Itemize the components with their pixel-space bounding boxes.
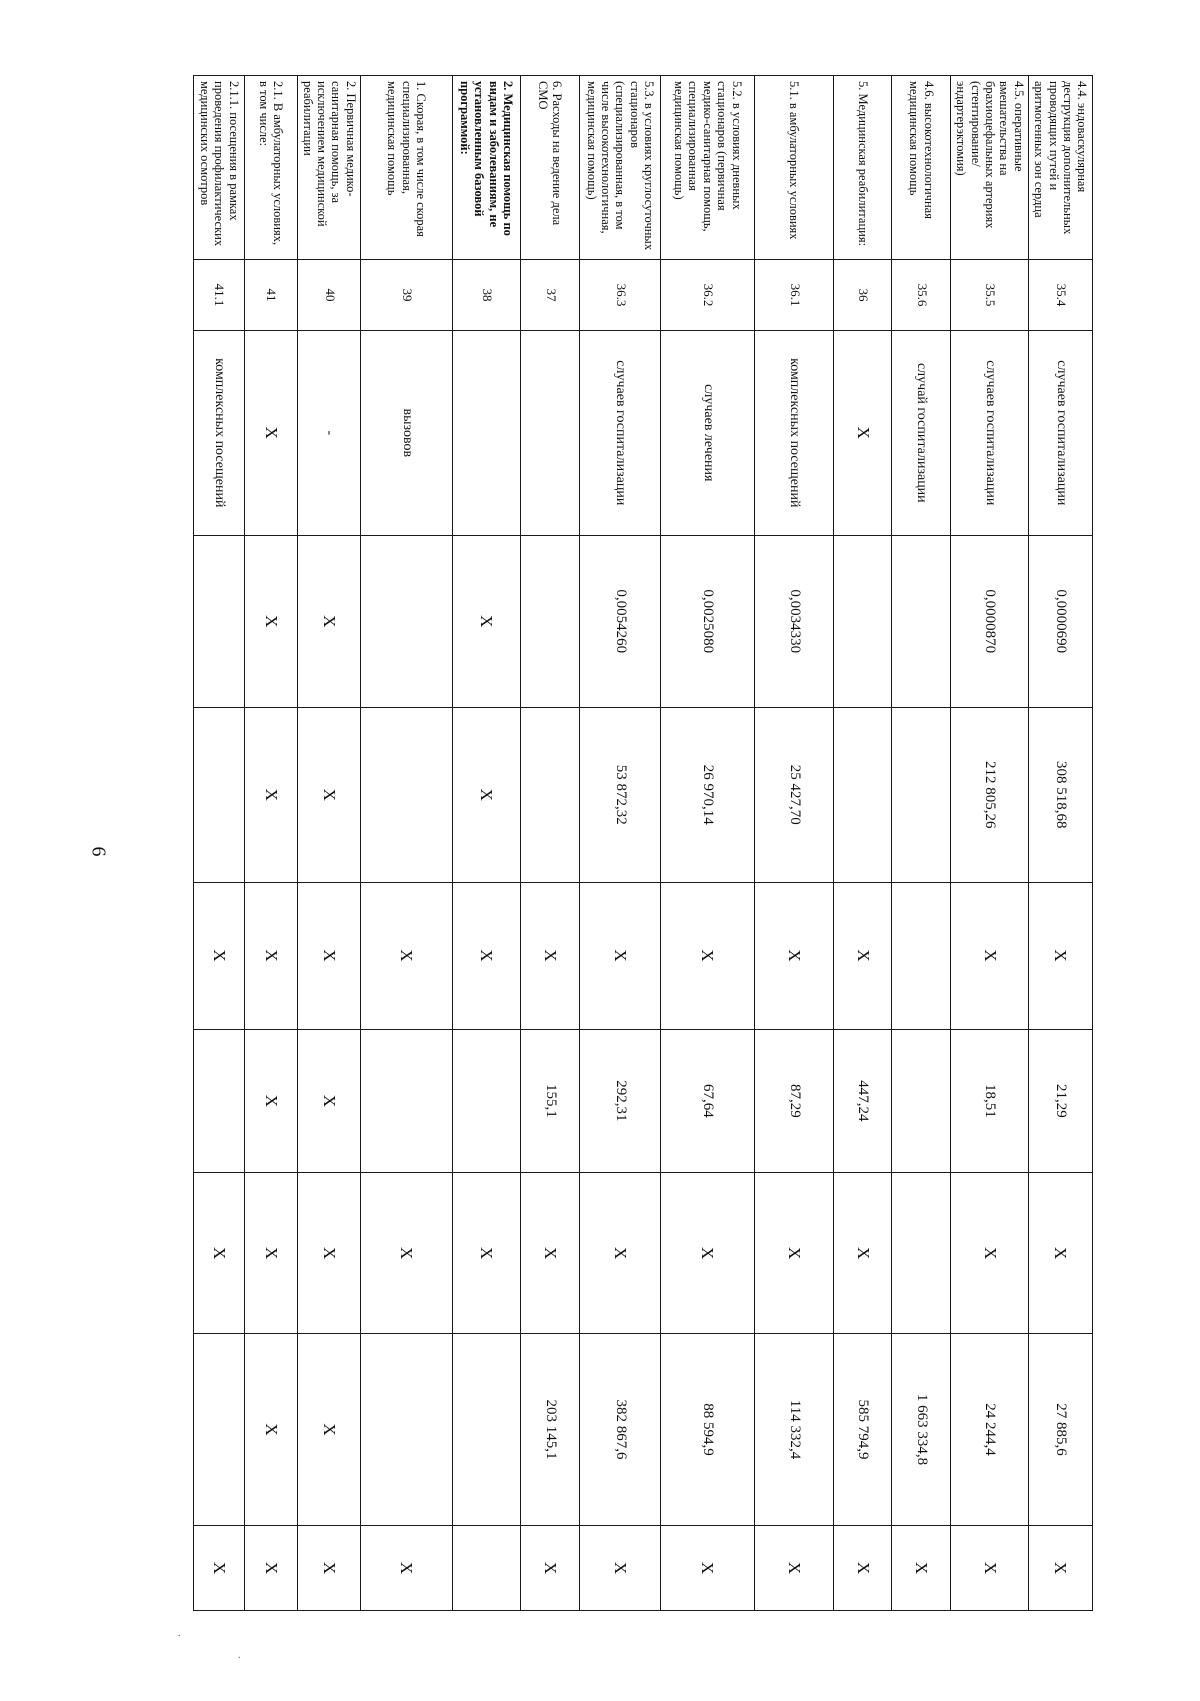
share-cell bbox=[754, 1525, 833, 1610]
row-label: 4.6. высокотехнологичная медицинская помощь bbox=[907, 81, 936, 219]
cost-norm-cell bbox=[661, 707, 755, 882]
share-value: X bbox=[261, 1561, 281, 1575]
per-capita-budget-cell bbox=[194, 882, 245, 1029]
table-row bbox=[361, 76, 453, 1611]
cost-norm-value: X bbox=[319, 788, 339, 801]
share-value: X bbox=[698, 1561, 718, 1575]
unit-cell bbox=[754, 331, 833, 536]
cost-oms-value: 585 794,9 bbox=[855, 1399, 872, 1460]
cost-budget-cell bbox=[1029, 1173, 1093, 1334]
row-number-value: 35.4 bbox=[1054, 283, 1070, 307]
unit-value: случаев госпитализации bbox=[613, 360, 629, 506]
volume-norm-value: X bbox=[261, 615, 281, 628]
cost-norm-cell bbox=[834, 707, 892, 882]
cost-oms-cell bbox=[580, 1334, 661, 1526]
unit-cell bbox=[361, 331, 453, 536]
per-capita-budget-cell bbox=[521, 882, 580, 1029]
per-capita-oms-cell bbox=[754, 1029, 833, 1173]
cost-norm-cell bbox=[754, 707, 833, 882]
per-capita-oms-cell bbox=[661, 1029, 755, 1173]
cost-norm-cell bbox=[1029, 707, 1093, 882]
share-value: X bbox=[209, 1561, 229, 1575]
row-number-cell bbox=[661, 259, 755, 330]
table-row bbox=[452, 76, 520, 1611]
unit-value: случаев госпитализации bbox=[982, 360, 998, 506]
per-capita-oms-cell bbox=[834, 1029, 892, 1173]
cost-budget-cell bbox=[297, 1173, 361, 1334]
cost-norm-cell bbox=[244, 707, 297, 882]
cost-oms-cell bbox=[244, 1334, 297, 1526]
share-cell bbox=[452, 1525, 520, 1610]
cost-budget-cell bbox=[754, 1173, 833, 1334]
row-number-cell bbox=[361, 259, 453, 330]
cost-oms-value: 382 867,6 bbox=[612, 1399, 629, 1460]
share-value: X bbox=[611, 1561, 630, 1575]
volume-norm-cell bbox=[834, 535, 892, 707]
per-capita-oms-value: 155,1 bbox=[542, 1084, 559, 1118]
unit-cell bbox=[661, 331, 755, 536]
name-cell bbox=[244, 76, 297, 260]
per-capita-budget-cell bbox=[244, 882, 297, 1029]
cost-norm-cell bbox=[521, 707, 580, 882]
unit-cell bbox=[521, 331, 580, 536]
volume-norm-cell bbox=[1029, 535, 1093, 707]
unit-value: случаев лечения bbox=[700, 384, 716, 482]
cost-norm-cell bbox=[194, 707, 245, 882]
table-row bbox=[892, 76, 951, 1611]
cost-budget-cell bbox=[452, 1173, 520, 1334]
volume-norm-cell bbox=[194, 535, 245, 707]
volume-norm-cell bbox=[754, 535, 833, 707]
row-number-value: 36 bbox=[856, 288, 872, 302]
volume-norm-cell bbox=[661, 535, 755, 707]
cost-norm-cell bbox=[361, 707, 453, 882]
row-number-cell bbox=[834, 259, 892, 330]
row-label: 2.1. В амбулаторных условиях, в том числе: bbox=[256, 81, 286, 246]
cost-norm-value: X bbox=[477, 788, 497, 801]
share-cell bbox=[661, 1525, 755, 1610]
name-cell bbox=[452, 76, 520, 260]
per-capita-budget-value: X bbox=[477, 949, 497, 962]
unit-cell bbox=[1029, 331, 1093, 536]
per-capita-oms-cell bbox=[1029, 1029, 1093, 1173]
volume-norm-cell bbox=[297, 535, 361, 707]
volume-norm-cell bbox=[951, 535, 1029, 707]
share-value: X bbox=[397, 1561, 417, 1575]
per-capita-budget-cell bbox=[297, 882, 361, 1029]
per-capita-oms-value: X bbox=[261, 1094, 281, 1108]
per-capita-budget-value: X bbox=[611, 949, 630, 962]
cost-oms-value: X bbox=[319, 1423, 339, 1436]
per-capita-budget-value: X bbox=[397, 949, 417, 962]
per-capita-oms-value: 18,51 bbox=[982, 1084, 999, 1118]
cost-norm-value: 25 427,70 bbox=[786, 764, 803, 825]
per-capita-oms-value: 87,29 bbox=[786, 1084, 803, 1118]
unit-value: случаев госпитализации bbox=[1053, 360, 1069, 506]
unit-cell bbox=[892, 331, 951, 536]
unit-value: случай госпитализации bbox=[914, 362, 930, 503]
per-capita-budget-value: X bbox=[784, 949, 804, 962]
per-capita-budget-value: X bbox=[853, 949, 873, 962]
per-capita-budget-value: X bbox=[698, 949, 718, 962]
row-label: 2.1.1. посещения в рамках проведения профилактических медицинских осмотров bbox=[197, 81, 241, 247]
cost-budget-cell bbox=[951, 1173, 1029, 1334]
unit-value: комплексных посещений bbox=[787, 358, 803, 508]
cost-oms-value: 203 145,1 bbox=[542, 1399, 559, 1460]
cost-budget-value: X bbox=[319, 1246, 339, 1260]
name-cell bbox=[297, 76, 361, 260]
name-cell bbox=[892, 76, 951, 260]
cost-budget-cell bbox=[834, 1173, 892, 1334]
share-cell bbox=[834, 1525, 892, 1610]
cost-oms-value: 114 332,4 bbox=[786, 1399, 803, 1460]
row-number-value: 41 bbox=[264, 288, 280, 302]
row-label: 4.5. оперативные вмешательства на брахиоцефальных артериях (стентирование/эндартерэктомия) bbox=[954, 81, 1026, 229]
name-cell bbox=[661, 76, 755, 260]
table-row bbox=[194, 76, 245, 1611]
row-number-cell bbox=[754, 259, 833, 330]
unit-cell bbox=[580, 331, 661, 536]
row-number-value: 38 bbox=[479, 288, 495, 302]
per-capita-oms-cell bbox=[244, 1029, 297, 1173]
volume-norm-value: 0,0034330 bbox=[786, 589, 803, 654]
per-capita-oms-cell bbox=[892, 1029, 951, 1173]
row-label: 4.4. эндоваскулярная деструкция дополнительных проводящих путей и аритмогенных зон сердца bbox=[1032, 81, 1090, 235]
per-capita-oms-value: 292,31 bbox=[612, 1080, 629, 1122]
volume-norm-value: X bbox=[319, 615, 339, 628]
per-capita-budget-cell bbox=[951, 882, 1029, 1029]
cost-norm-cell bbox=[580, 707, 661, 882]
row-label: 5.2. в условиях дневных стационаров (первичная медико-санитарная помощь, специализированная медицинская помощь) bbox=[672, 81, 744, 232]
per-capita-budget-value: X bbox=[209, 949, 229, 962]
volume-norm-cell bbox=[892, 535, 951, 707]
cost-budget-cell bbox=[892, 1173, 951, 1334]
financing-table bbox=[193, 75, 1093, 1611]
cost-norm-cell bbox=[452, 707, 520, 882]
cost-budget-value: X bbox=[853, 1246, 873, 1260]
volume-norm-value: 0,0025080 bbox=[700, 589, 717, 654]
cost-budget-cell bbox=[194, 1173, 245, 1334]
per-capita-budget-cell bbox=[1029, 882, 1093, 1029]
cost-oms-value: 1 663 334,8 bbox=[913, 1393, 930, 1466]
rotated-table-container bbox=[193, 75, 1093, 1611]
per-capita-budget-cell bbox=[580, 882, 661, 1029]
cost-oms-cell bbox=[521, 1334, 580, 1526]
cost-oms-cell bbox=[951, 1334, 1029, 1526]
cost-oms-cell bbox=[892, 1334, 951, 1526]
table-row bbox=[244, 76, 297, 1611]
cost-norm-value: 308 518,68 bbox=[1053, 760, 1070, 829]
table-row bbox=[754, 76, 833, 1611]
name-cell bbox=[1029, 76, 1093, 260]
unit-cell bbox=[834, 331, 892, 536]
share-value: X bbox=[912, 1561, 932, 1575]
volume-norm-cell bbox=[361, 535, 453, 707]
volume-norm-cell bbox=[521, 535, 580, 707]
row-number-value: 39 bbox=[400, 288, 416, 302]
share-cell bbox=[580, 1525, 661, 1610]
per-capita-oms-cell bbox=[361, 1029, 453, 1173]
share-cell bbox=[1029, 1525, 1093, 1610]
row-number-cell bbox=[452, 259, 520, 330]
row-number-value: 40 bbox=[322, 288, 338, 302]
per-capita-oms-value: 21,29 bbox=[1053, 1084, 1070, 1118]
table-row bbox=[951, 76, 1029, 1611]
row-number-cell bbox=[297, 259, 361, 330]
scan-speck: . bbox=[178, 1628, 181, 1639]
row-number-value: 36.3 bbox=[613, 283, 629, 307]
cost-budget-value: X bbox=[477, 1246, 497, 1260]
per-capita-budget-value: X bbox=[980, 949, 1000, 962]
share-value: X bbox=[319, 1561, 339, 1575]
page-number: 6 bbox=[87, 846, 110, 857]
unit-value: X bbox=[261, 426, 281, 439]
cost-oms-cell bbox=[452, 1334, 520, 1526]
name-cell bbox=[361, 76, 453, 260]
row-number-value: 36.2 bbox=[701, 283, 717, 307]
table-row bbox=[661, 76, 755, 1611]
share-value: X bbox=[853, 1561, 873, 1575]
row-label: 5. Медицинская реабилитация: bbox=[855, 81, 870, 247]
share-cell bbox=[361, 1525, 453, 1610]
share-value: X bbox=[1051, 1561, 1071, 1575]
row-label: 5.3. в условиях круглосуточных стационаров (специализированная, в том числе высокотехнологичная, медицинская помощь) bbox=[584, 81, 657, 251]
row-number-value: 35.5 bbox=[983, 283, 999, 307]
table-row bbox=[834, 76, 892, 1611]
unit-cell bbox=[194, 331, 245, 536]
per-capita-oms-value: 67,64 bbox=[700, 1084, 717, 1118]
table-row bbox=[297, 76, 361, 1611]
share-cell bbox=[892, 1525, 951, 1610]
cost-oms-cell bbox=[361, 1334, 453, 1526]
unit-value: - bbox=[322, 430, 338, 436]
row-number-value: 37 bbox=[543, 288, 559, 302]
row-number-cell bbox=[951, 259, 1029, 330]
cost-oms-cell bbox=[1029, 1334, 1093, 1526]
name-cell bbox=[521, 76, 580, 260]
per-capita-budget-value: X bbox=[1051, 949, 1071, 962]
per-capita-oms-value: X bbox=[319, 1094, 339, 1108]
per-capita-budget-cell bbox=[834, 882, 892, 1029]
cost-norm-value: 212 805,26 bbox=[982, 760, 999, 829]
row-number-cell bbox=[244, 259, 297, 330]
cost-budget-cell bbox=[521, 1173, 580, 1334]
cost-budget-value: X bbox=[261, 1246, 281, 1260]
name-cell bbox=[834, 76, 892, 260]
table-row bbox=[521, 76, 580, 1611]
cost-norm-cell bbox=[297, 707, 361, 882]
scan-speck: . bbox=[238, 1650, 241, 1661]
per-capita-budget-cell bbox=[754, 882, 833, 1029]
per-capita-budget-cell bbox=[452, 882, 520, 1029]
share-cell bbox=[244, 1525, 297, 1610]
per-capita-oms-value: 447,24 bbox=[855, 1080, 872, 1122]
row-number-value: 36.1 bbox=[787, 283, 803, 307]
table-row bbox=[580, 76, 661, 1611]
volume-norm-cell bbox=[452, 535, 520, 707]
per-capita-oms-cell bbox=[580, 1029, 661, 1173]
share-cell bbox=[951, 1525, 1029, 1610]
cost-oms-value: X bbox=[261, 1423, 281, 1436]
volume-norm-cell bbox=[580, 535, 661, 707]
cost-oms-value: 27 885,6 bbox=[1053, 1403, 1070, 1456]
cost-budget-value: X bbox=[1051, 1246, 1071, 1260]
row-label: 6. Расходы на ведение дела СМО bbox=[536, 81, 565, 226]
per-capita-budget-cell bbox=[892, 882, 951, 1029]
cost-budget-value: X bbox=[784, 1246, 804, 1260]
cost-norm-cell bbox=[951, 707, 1029, 882]
unit-value: комплексных посещений bbox=[212, 358, 228, 508]
volume-norm-value: 0,0054260 bbox=[612, 589, 629, 654]
per-capita-budget-cell bbox=[661, 882, 755, 1029]
unit-cell bbox=[244, 331, 297, 536]
per-capita-budget-value: X bbox=[261, 949, 281, 962]
volume-norm-cell bbox=[244, 535, 297, 707]
unit-value: вызовов bbox=[399, 408, 415, 458]
per-capita-budget-cell bbox=[361, 882, 453, 1029]
per-capita-oms-cell bbox=[297, 1029, 361, 1173]
row-number-cell bbox=[892, 259, 951, 330]
cost-oms-value: 88 594,9 bbox=[700, 1403, 717, 1456]
name-cell bbox=[951, 76, 1029, 260]
unit-cell bbox=[452, 331, 520, 536]
share-cell bbox=[194, 1525, 245, 1610]
cost-norm-value: X bbox=[261, 788, 281, 801]
cost-budget-cell bbox=[580, 1173, 661, 1334]
per-capita-oms-cell bbox=[452, 1029, 520, 1173]
per-capita-budget-value: X bbox=[540, 949, 560, 962]
cost-oms-cell bbox=[834, 1334, 892, 1526]
name-cell bbox=[754, 76, 833, 260]
cost-budget-cell bbox=[244, 1173, 297, 1334]
row-label: 2. Первичная медико-санитарная помощь, за исключением медицинской реабилитации bbox=[300, 81, 358, 227]
per-capita-oms-cell bbox=[521, 1029, 580, 1173]
volume-norm-value: 0,0000690 bbox=[1053, 589, 1070, 654]
cost-oms-cell bbox=[297, 1334, 361, 1526]
share-cell bbox=[521, 1525, 580, 1610]
name-cell bbox=[194, 76, 245, 260]
cost-oms-cell bbox=[194, 1334, 245, 1526]
row-number-cell bbox=[1029, 259, 1093, 330]
cost-oms-value: 24 244,4 bbox=[982, 1403, 999, 1456]
name-cell bbox=[580, 76, 661, 260]
row-number-value: 41.1 bbox=[212, 283, 228, 307]
row-number-cell bbox=[580, 259, 661, 330]
cost-budget-value: X bbox=[698, 1246, 718, 1260]
cost-norm-value: 26 970,14 bbox=[700, 764, 717, 825]
row-number-cell bbox=[521, 259, 580, 330]
cost-oms-cell bbox=[754, 1334, 833, 1526]
unit-cell bbox=[951, 331, 1029, 536]
cost-norm-cell bbox=[892, 707, 951, 882]
share-value: X bbox=[784, 1561, 804, 1575]
share-value: X bbox=[980, 1561, 1000, 1575]
volume-norm-value: 0,0000870 bbox=[982, 589, 999, 654]
cost-budget-cell bbox=[661, 1173, 755, 1334]
unit-value: X bbox=[853, 426, 873, 439]
per-capita-budget-value: X bbox=[319, 949, 339, 962]
cost-budget-value: X bbox=[611, 1246, 630, 1260]
share-value: X bbox=[540, 1561, 560, 1575]
share-cell bbox=[297, 1525, 361, 1610]
cost-budget-value: X bbox=[209, 1246, 229, 1260]
per-capita-oms-cell bbox=[194, 1029, 245, 1173]
per-capita-oms-cell bbox=[951, 1029, 1029, 1173]
row-label: 2. Медицинская помощь по видам и заболеваниям, не установленным базовой программой: bbox=[458, 81, 516, 236]
row-label: 5.1. в амбулаторных условиях bbox=[787, 81, 802, 240]
cost-budget-cell bbox=[361, 1173, 453, 1334]
cost-budget-value: X bbox=[397, 1246, 417, 1260]
row-number-cell bbox=[194, 259, 245, 330]
volume-norm-value: X bbox=[477, 615, 497, 628]
row-number-value: 35.6 bbox=[914, 283, 930, 307]
cost-budget-value: X bbox=[980, 1246, 1000, 1260]
table-row bbox=[1029, 76, 1093, 1611]
row-label: 1. Скорая, в том числе скорая специализированная, медицинская помощь bbox=[385, 81, 429, 237]
cost-norm-value: 53 872,32 bbox=[612, 764, 629, 825]
cost-oms-cell bbox=[661, 1334, 755, 1526]
cost-budget-value: X bbox=[540, 1246, 560, 1260]
unit-cell bbox=[297, 331, 361, 536]
